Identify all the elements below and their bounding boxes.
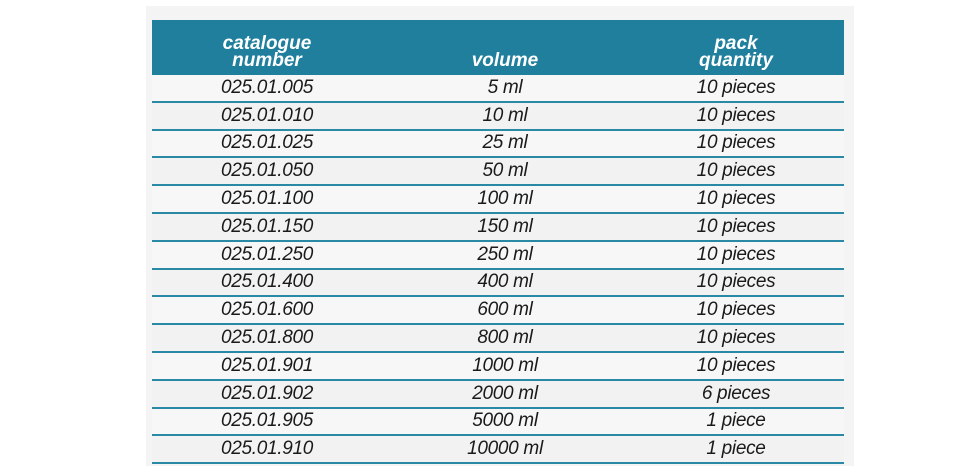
volume-cell: 25 ml bbox=[482, 132, 528, 154]
catalogue-number-cell: 025.01.910 bbox=[220, 438, 314, 460]
volume-cell: 10000 ml bbox=[467, 438, 543, 460]
volume-cell: 1000 ml bbox=[472, 354, 538, 376]
catalogue-number-cell: 025.01.250 bbox=[220, 243, 314, 265]
catalogue-number-cell: 025.01.100 bbox=[220, 188, 314, 210]
table-row bbox=[152, 325, 844, 353]
table-row bbox=[152, 381, 844, 409]
pack-quantity-cell: 10 pieces bbox=[696, 132, 776, 154]
table-row bbox=[152, 214, 844, 242]
table-row bbox=[152, 409, 844, 437]
pack-quantity-cell: 1 piece bbox=[706, 410, 766, 432]
pack-quantity-cell: 10 pieces bbox=[696, 243, 776, 265]
table-row bbox=[152, 242, 844, 270]
product-table bbox=[152, 20, 844, 464]
table-row bbox=[152, 75, 844, 103]
table-panel bbox=[146, 6, 854, 466]
pack-quantity-cell: 6 pieces bbox=[701, 382, 771, 404]
table-body bbox=[152, 75, 844, 464]
volume-cell: 5000 ml bbox=[472, 410, 538, 432]
table-row bbox=[152, 436, 844, 464]
pack-quantity-cell: 10 pieces bbox=[696, 76, 776, 98]
pack-quantity-cell: 10 pieces bbox=[696, 271, 776, 293]
pack-quantity-cell: 10 pieces bbox=[696, 299, 776, 321]
table-row bbox=[152, 353, 844, 381]
header-pack-quantity: pack quantity bbox=[699, 33, 773, 71]
pack-quantity-cell: 10 pieces bbox=[696, 327, 776, 349]
volume-cell: 50 ml bbox=[482, 160, 528, 182]
pack-quantity-cell: 10 pieces bbox=[696, 188, 776, 210]
pack-quantity-cell: 1 piece bbox=[706, 438, 766, 460]
catalogue-number-cell: 025.01.800 bbox=[220, 327, 314, 349]
volume-cell: 10 ml bbox=[482, 104, 528, 126]
table-row bbox=[152, 270, 844, 298]
catalogue-number-cell: 025.01.050 bbox=[220, 160, 314, 182]
volume-cell: 250 ml bbox=[477, 243, 533, 265]
table-row bbox=[152, 103, 844, 131]
volume-cell: 400 ml bbox=[477, 271, 533, 293]
volume-cell: 2000 ml bbox=[472, 382, 538, 404]
pack-quantity-cell: 10 pieces bbox=[696, 215, 776, 237]
header-volume: volume bbox=[471, 50, 539, 71]
pack-quantity-cell: 10 pieces bbox=[696, 354, 776, 376]
catalogue-number-cell: 025.01.010 bbox=[220, 104, 314, 126]
catalogue-number-cell: 025.01.150 bbox=[220, 215, 314, 237]
volume-cell: 150 ml bbox=[477, 215, 533, 237]
catalogue-number-cell: 025.01.600 bbox=[220, 299, 314, 321]
pack-quantity-cell: 10 pieces bbox=[696, 104, 776, 126]
catalogue-number-cell: 025.01.400 bbox=[220, 271, 314, 293]
catalogue-number-cell: 025.01.005 bbox=[220, 76, 314, 98]
catalogue-number-cell: 025.01.025 bbox=[220, 132, 314, 154]
volume-cell: 600 ml bbox=[477, 299, 533, 321]
catalogue-number-cell: 025.01.902 bbox=[220, 382, 314, 404]
table-row bbox=[152, 158, 844, 186]
catalogue-number-cell: 025.01.905 bbox=[220, 410, 314, 432]
header-catalogue-number: catalogue number bbox=[222, 33, 312, 71]
pack-quantity-cell: 10 pieces bbox=[696, 160, 776, 182]
volume-cell: 100 ml bbox=[477, 188, 533, 210]
table-row bbox=[152, 131, 844, 159]
table-header bbox=[152, 20, 844, 75]
table-row bbox=[152, 186, 844, 214]
volume-cell: 5 ml bbox=[487, 76, 523, 98]
catalogue-number-cell: 025.01.901 bbox=[220, 354, 314, 376]
table-row bbox=[152, 297, 844, 325]
volume-cell: 800 ml bbox=[477, 327, 533, 349]
